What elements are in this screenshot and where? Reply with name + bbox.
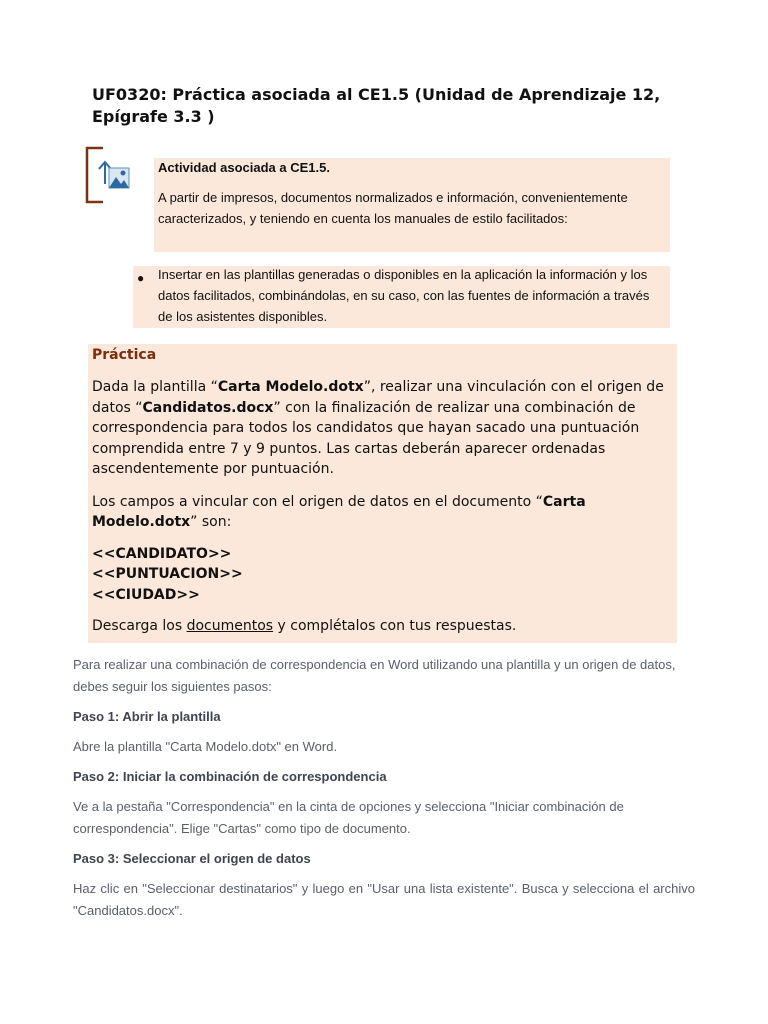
- datasource-filename: Candidatos.docx: [142, 399, 274, 416]
- page-title: [92, 84, 692, 128]
- download-instruction: [92, 616, 673, 637]
- practice-text: ” con la finalización de realizar una combinación de correspondencia para todos los candidatos que hayan sacado una puntuación comprendida entre 7 y 9 puntos. Las cartas deberán aparecer ordenadas ascendentemente por puntuación.: [92, 399, 640, 477]
- answer-section: [73, 654, 695, 922]
- merge-field: <<CANDIDATO>>: [92, 545, 232, 562]
- bullet-dot-icon: ●: [137, 271, 145, 285]
- page-title-line-2: Epígrafe 3.3 ): [92, 107, 215, 126]
- step-1-title: Paso 1: Abrir la plantilla: [73, 709, 221, 724]
- step-1-text: Abre la plantilla "Carta Modelo.dotx" en Word.: [73, 739, 338, 754]
- activity-box: [154, 158, 670, 252]
- template-filename: Carta Modelo.dotx: [92, 493, 586, 530]
- step-3-text: Haz clic en "Seleccionar destinatarios" y luego en "Usar una lista existente". Busca y selecciona el archivo "Candidatos.docx".: [73, 881, 695, 918]
- answer-intro: Para realizar una combinación de correspondencia en Word utilizando una plantilla y un origen de datos, debes seguir los siguientes pasos:: [73, 657, 676, 694]
- activity-bullet-text: Insertar en las plantillas generadas o disponibles en la aplicación la información y los datos facilitados, combinándolas, en su caso, con las fuentes de información a través de los asistentes disponibles.: [158, 267, 650, 324]
- activity-bullet: [133, 266, 670, 328]
- step-2-text: Ve a la pestaña "Correspondencia" en la cinta de opciones y selecciona "Iniciar combinación de correspondencia". Elige "Cartas" como tipo de documento.: [73, 799, 624, 836]
- practice-paragraph-1: [92, 377, 673, 480]
- practice-text: Los campos a vincular con el origen de datos en el documento “: [92, 493, 543, 510]
- practice-text: Dada la plantilla “: [92, 379, 218, 395]
- practice-box: [88, 344, 677, 643]
- page-title-line-1: UF0320: Práctica asociada al CE1.5 (Unidad de Aprendizaje 12,: [92, 85, 661, 104]
- documents-link[interactable]: documentos: [186, 618, 274, 634]
- upload-image-icon: [85, 146, 131, 204]
- step-3-title: Paso 3: Seleccionar el origen de datos: [73, 851, 311, 866]
- activity-title: Actividad asociada a CE1.5.: [158, 160, 330, 175]
- merge-fields-list: [92, 544, 673, 606]
- download-text: y complétalos con tus respuestas.: [273, 618, 517, 634]
- merge-field: <<PUNTUACION>>: [92, 566, 243, 582]
- practice-text: ”, realizar una vinculación con el origen de datos “: [92, 379, 664, 416]
- step-2-title: Paso 2: Iniciar la combinación de correspondencia: [73, 769, 387, 784]
- practice-title: Práctica: [92, 347, 157, 363]
- download-text: Descarga los: [92, 618, 187, 634]
- template-filename: Carta Modelo.dotx: [217, 379, 364, 395]
- merge-field: <<CIUDAD>>: [92, 586, 200, 603]
- activity-text: A partir de impresos, documentos normalizados e información, convenientemente caracterizados, y teniendo en cuenta los manuales de estilo facilitados:: [158, 190, 628, 226]
- practice-paragraph-2: [92, 492, 673, 533]
- practice-text: ” son:: [190, 514, 232, 530]
